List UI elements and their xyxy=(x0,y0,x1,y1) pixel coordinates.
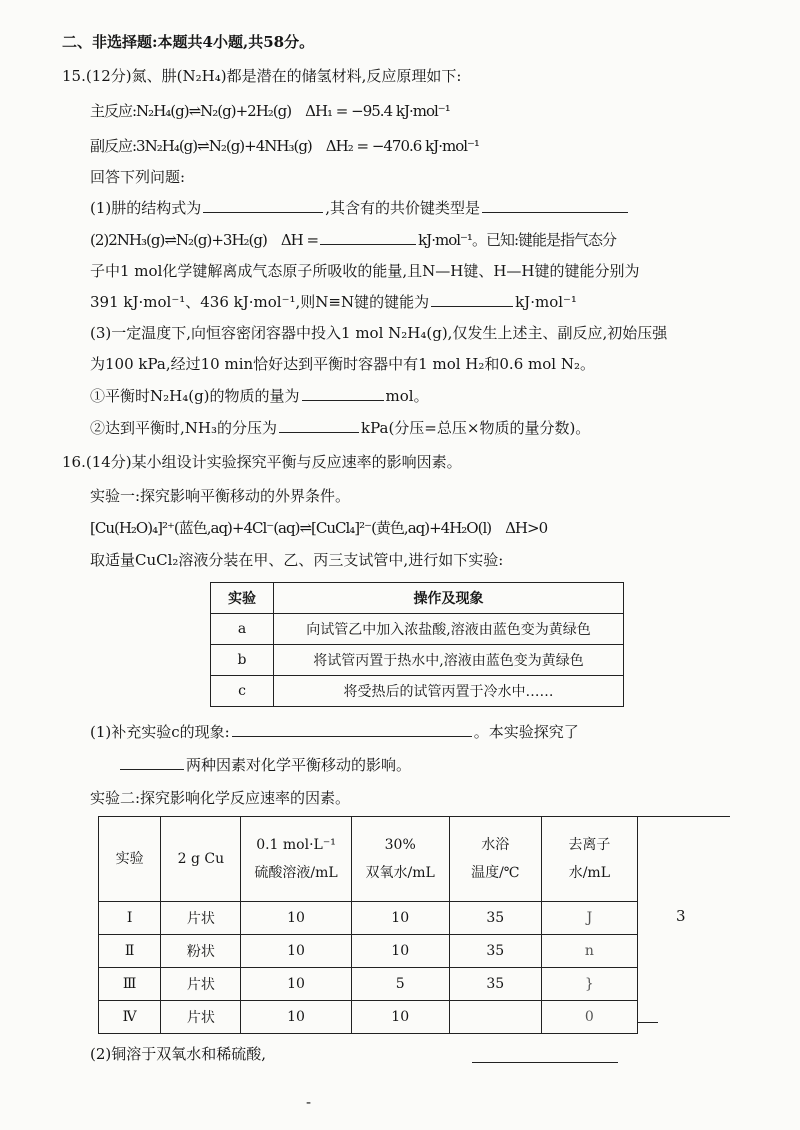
table2-cell: 35 xyxy=(449,902,541,935)
q15-part1-text-b: ,其含有的共价键类型是 xyxy=(325,199,481,217)
q15-part2-line2: 子中1 mol化学键解离成气态原子所吸收的能量,且N—H键、H—H键的键能分别为 xyxy=(90,262,640,280)
table2-header xyxy=(161,817,241,902)
table2-cell: 10 xyxy=(241,935,351,968)
q16-stem: 16.(14分)某小组设计实验探究平衡与反应速率的影响因素。 xyxy=(62,453,462,471)
q15-prompt: 回答下列问题: xyxy=(90,168,186,186)
table2-cell: 粉状 xyxy=(161,935,241,968)
table2-header-text: 双氧水/mL xyxy=(365,865,435,881)
table-row xyxy=(211,676,624,707)
table2-cell: n xyxy=(541,935,637,968)
table2-header-text: 去离子 xyxy=(568,837,611,853)
table2-header xyxy=(99,817,161,902)
q16-exp1-title: 实验一:探究影响平衡移动的外界条件。 xyxy=(90,487,351,505)
table2-cell: 0 xyxy=(541,1001,637,1034)
q15-part2-line1 xyxy=(90,228,616,252)
q15-stem: 15.(12分)氮、肼(N₂H₄)都是潜在的储氢材料,反应原理如下: xyxy=(62,67,462,85)
experiment-table-1 xyxy=(210,582,624,707)
q15-part3-sub2-a: ②达到平衡时,NH₃的分压为 xyxy=(90,419,277,437)
q16-q1-line2 xyxy=(118,753,411,777)
table-row xyxy=(99,1001,638,1034)
answer-blank-n2h4-amount[interactable] xyxy=(302,384,384,401)
table1-header-exp: 实验 xyxy=(211,583,274,614)
q15-part2-text-b: kJ·mol⁻¹。已知:键能是指气态分 xyxy=(418,231,617,249)
table-row xyxy=(211,614,624,645)
q15-part1-text-a: (1)肼的结构式为 xyxy=(90,199,202,217)
table-row xyxy=(99,968,638,1001)
table-row xyxy=(99,902,638,935)
table2-cell: 10 xyxy=(351,935,449,968)
q15-part1 xyxy=(90,196,630,220)
table-row xyxy=(211,645,624,676)
footer-mark: - xyxy=(306,1093,312,1111)
q16-exp1-reaction: [Cu(H₂O)₄]²⁺(蓝色,aq)+4Cl⁻(aq)⇌[CuCl₄]²⁻(黄色,aq)+4H₂O(l) ΔH>0 xyxy=(90,519,548,537)
table2-header-text: 温度/℃ xyxy=(471,865,520,881)
table1-cell: b xyxy=(211,645,274,676)
table2-cell: 片状 xyxy=(161,902,241,935)
q15-part2-line3 xyxy=(90,290,577,314)
table-row xyxy=(99,935,638,968)
section-header: 二、非选择题:本题共4小题,共58分。 xyxy=(62,33,315,51)
q15-part3-line2: 为100 kPa,经过10 min恰好达到平衡时容器中有1 mol H₂和0.6 mol N₂。 xyxy=(90,355,595,373)
table2-cell: 10 xyxy=(351,1001,449,1034)
table1-cell: 将试管丙置于热水中,溶液由蓝色变为黄绿色 xyxy=(274,645,624,676)
table2-header-text: 实验 xyxy=(115,851,144,867)
table1-cell: 向试管乙中加入浓盐酸,溶液由蓝色变为黄绿色 xyxy=(274,614,624,645)
table2-cell: J xyxy=(541,902,637,935)
table2-header-text: 30% xyxy=(384,837,416,853)
table2-header xyxy=(241,817,351,902)
table2-margin-note: 3 xyxy=(676,907,686,925)
table2-cell: 片状 xyxy=(161,968,241,1001)
q16-q1-text-b: 。本实验探究了 xyxy=(473,723,579,741)
table2-header-text: 2 g Cu xyxy=(177,851,225,867)
q15-part3-sub1-a: ①平衡时N₂H₄(g)的物质的量为 xyxy=(90,387,300,405)
q15-part3-sub1-b: mol。 xyxy=(385,387,429,405)
table2-cell: Ⅰ xyxy=(99,902,161,935)
table2-header-text: 硫酸溶液/mL xyxy=(254,865,338,881)
table2-header-text: 水/mL xyxy=(568,865,611,881)
q16-q2-line xyxy=(90,1042,266,1066)
answer-blank-q2[interactable] xyxy=(472,1046,618,1063)
answer-blank-phenomenon-c[interactable] xyxy=(232,720,472,737)
q16-q1-text-a: (1)补充实验c的现象: xyxy=(90,723,230,741)
answer-blank-delta-h[interactable] xyxy=(320,228,416,245)
table2-cell: 片状 xyxy=(161,1001,241,1034)
answer-blank-nh3-partial-pressure[interactable] xyxy=(279,416,359,433)
table1-cell: 将受热后的试管丙置于冷水中…… xyxy=(274,676,624,707)
q16-q2-text: (2)铜溶于双氧水和稀硫酸, xyxy=(90,1045,267,1063)
q16-q1-line2-text: 两种因素对化学平衡移动的影响。 xyxy=(186,756,412,774)
table1-cell: c xyxy=(211,676,274,707)
table2-border-extension-bottom xyxy=(638,1022,658,1023)
table2-header xyxy=(351,817,449,902)
table2-header xyxy=(541,817,637,902)
answer-blank-bond-type[interactable] xyxy=(482,196,628,213)
table2-cell: 5 xyxy=(351,968,449,1001)
table2-cell xyxy=(449,1001,541,1034)
table2-cell: 10 xyxy=(241,968,351,1001)
table2-header xyxy=(449,817,541,902)
q16-q1-line1 xyxy=(90,720,579,744)
table2-cell: } xyxy=(541,968,637,1001)
table2-cell: 35 xyxy=(449,968,541,1001)
table2-header-text: 0.1 mol·L⁻¹ xyxy=(256,837,336,853)
table2-cell: Ⅲ xyxy=(99,968,161,1001)
q15-part2-line3-a: 391 kJ·mol⁻¹、436 kJ·mol⁻¹,则N≡N键的键能为 xyxy=(90,293,430,311)
answer-blank-structure[interactable] xyxy=(203,196,323,213)
table1-cell: a xyxy=(211,614,274,645)
q16-exp2-title: 实验二:探究影响化学反应速率的因素。 xyxy=(90,789,351,807)
q15-part3-line1: (3)一定温度下,向恒容密闭容器中投入1 mol N₂H₄(g),仅发生上述主、副反应,初始压强 xyxy=(90,324,668,342)
answer-blank-bond-energy[interactable] xyxy=(431,290,513,307)
table2-border-extension-top xyxy=(638,816,730,817)
q15-part2-line3-b: kJ·mol⁻¹ xyxy=(515,293,577,311)
answer-blank-factors[interactable] xyxy=(120,753,184,770)
table1-header-operation: 操作及现象 xyxy=(274,583,624,614)
table2-cell: Ⅱ xyxy=(99,935,161,968)
q15-part3-sub1 xyxy=(90,384,429,408)
table2-cell: 10 xyxy=(241,902,351,935)
q16-exp1-intro: 取适量CuCl₂溶液分装在甲、乙、丙三支试管中,进行如下实验: xyxy=(90,551,504,569)
table2-cell: 10 xyxy=(351,902,449,935)
table2-header-text: 水浴 xyxy=(481,837,510,853)
q15-part2-text-a: (2)2NH₃(g)⇌N₂(g)+3H₂(g) ΔH = xyxy=(90,231,319,249)
table2-cell: Ⅳ xyxy=(99,1001,161,1034)
experiment-table-2 xyxy=(98,816,638,1034)
table2-cell: 10 xyxy=(241,1001,351,1034)
q15-main-reaction: 主反应:N₂H₄(g)⇌N₂(g)+2H₂(g) ΔH₁ = −95.4 kJ·mol⁻¹ xyxy=(90,102,450,120)
q15-side-reaction: 副反应:3N₂H₄(g)⇌N₂(g)+4NH₃(g) ΔH₂ = −470.6 kJ·mol⁻¹ xyxy=(90,137,479,155)
q15-part3-sub2 xyxy=(90,416,590,440)
table2-cell: 35 xyxy=(449,935,541,968)
q15-part3-sub2-b: kPa(分压=总压×物质的量分数)。 xyxy=(361,419,591,437)
